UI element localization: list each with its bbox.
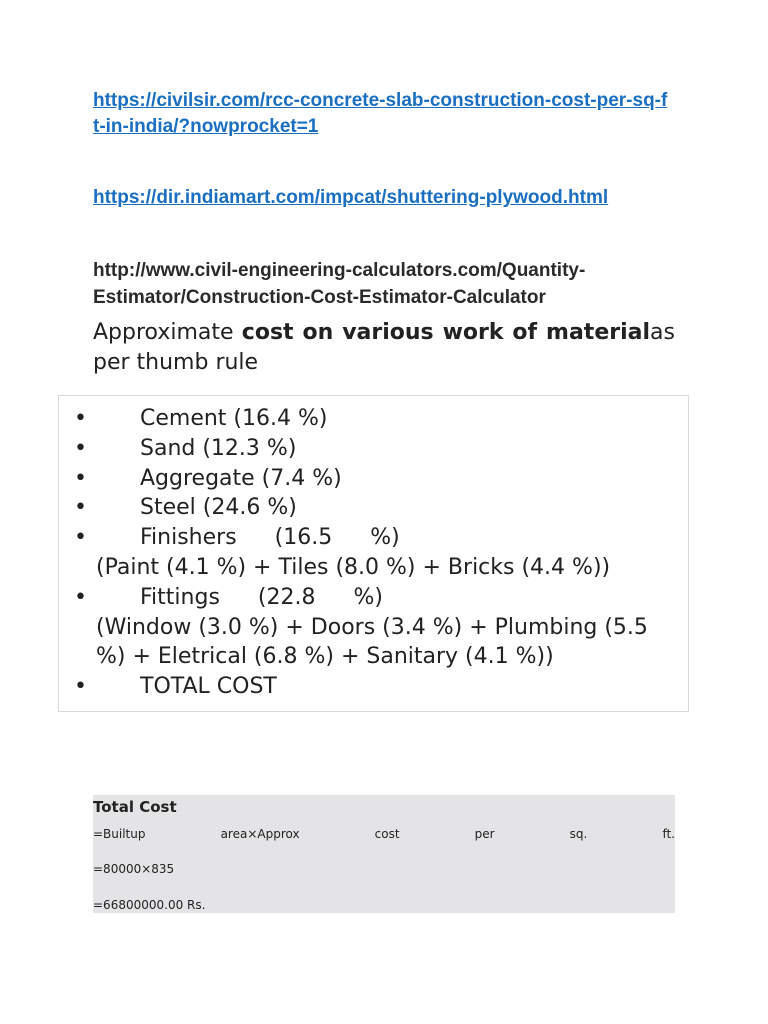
bullet-icon: • [74,495,87,521]
formula-word: per [474,827,495,841]
list-item-finishers [59,523,690,583]
bullet-icon: • [74,674,87,700]
cost-calculation: =80000×835 [93,862,175,876]
list-item-total-cost [59,672,690,702]
list-item-aggregate [59,464,690,494]
material-value: (16.5 [274,525,333,551]
formula-word: sq. [569,827,588,841]
list-item-fittings [59,583,690,672]
materials-list [59,404,690,702]
bullet-icon: • [74,435,87,461]
material-value: (22.8 [257,584,316,610]
materials-box [58,395,689,712]
material-name: Fittings [140,584,220,610]
formula-word: area×Approx [220,827,300,841]
formula-word: =Builtup [93,827,146,841]
heading-bold: cost on various work of material [241,320,651,345]
material-label: TOTAL COST [140,674,277,700]
material-unit: %) [353,584,383,610]
bullet-icon: • [74,525,87,551]
list-item-cement [59,404,690,434]
material-unit: %) [370,525,400,551]
cost-formula [93,826,675,842]
bullet-icon: • [74,584,87,610]
material-label: Steel (24.6 %) [140,495,297,521]
bullet-icon: • [74,465,87,491]
material-label: Cement (16.4 %) [140,406,328,431]
list-item-sand [59,434,690,464]
bullet-icon: • [74,406,87,431]
material-label: Aggregate (7.4 %) [140,465,342,491]
formula-word: cost [374,827,400,841]
section-heading [93,318,675,378]
calculator-url-text: http://www.civil-engineering-calculators.com/Quantity-Estimator/Construction-Cost-Estimator-Calculator [93,260,586,308]
formula-word: ft. [662,827,675,841]
material-label: Sand (12.3 %) [140,435,297,461]
heading-suffix: as per thumb rule [93,320,675,375]
material-name: Finishers [140,525,237,551]
total-cost-box [93,795,675,913]
cost-result: =66800000.00 Rs. [93,898,206,912]
material-breakdown: (Window (3.0 %) + Doors (3.4 %) + Plumbing (5.5 %) + Eletrical (6.8 %) + Sanitary (4.1 %)) [96,614,648,670]
material-breakdown: (Paint (4.1 %) + Tiles (8.0 %) + Bricks (4.4 %)) [96,554,611,580]
list-item-steel [59,493,690,523]
indiamart-link[interactable]: https://dir.indiamart.com/impcat/shuttering-plywood.html [93,187,609,208]
heading-prefix: Approximate [93,320,242,345]
total-cost-title: Total Cost [93,798,177,816]
civilsir-link[interactable]: https://civilsir.com/rcc-concrete-slab-construction-cost-per-sq-ft-in-india/?nowprocket=1 [93,90,668,137]
